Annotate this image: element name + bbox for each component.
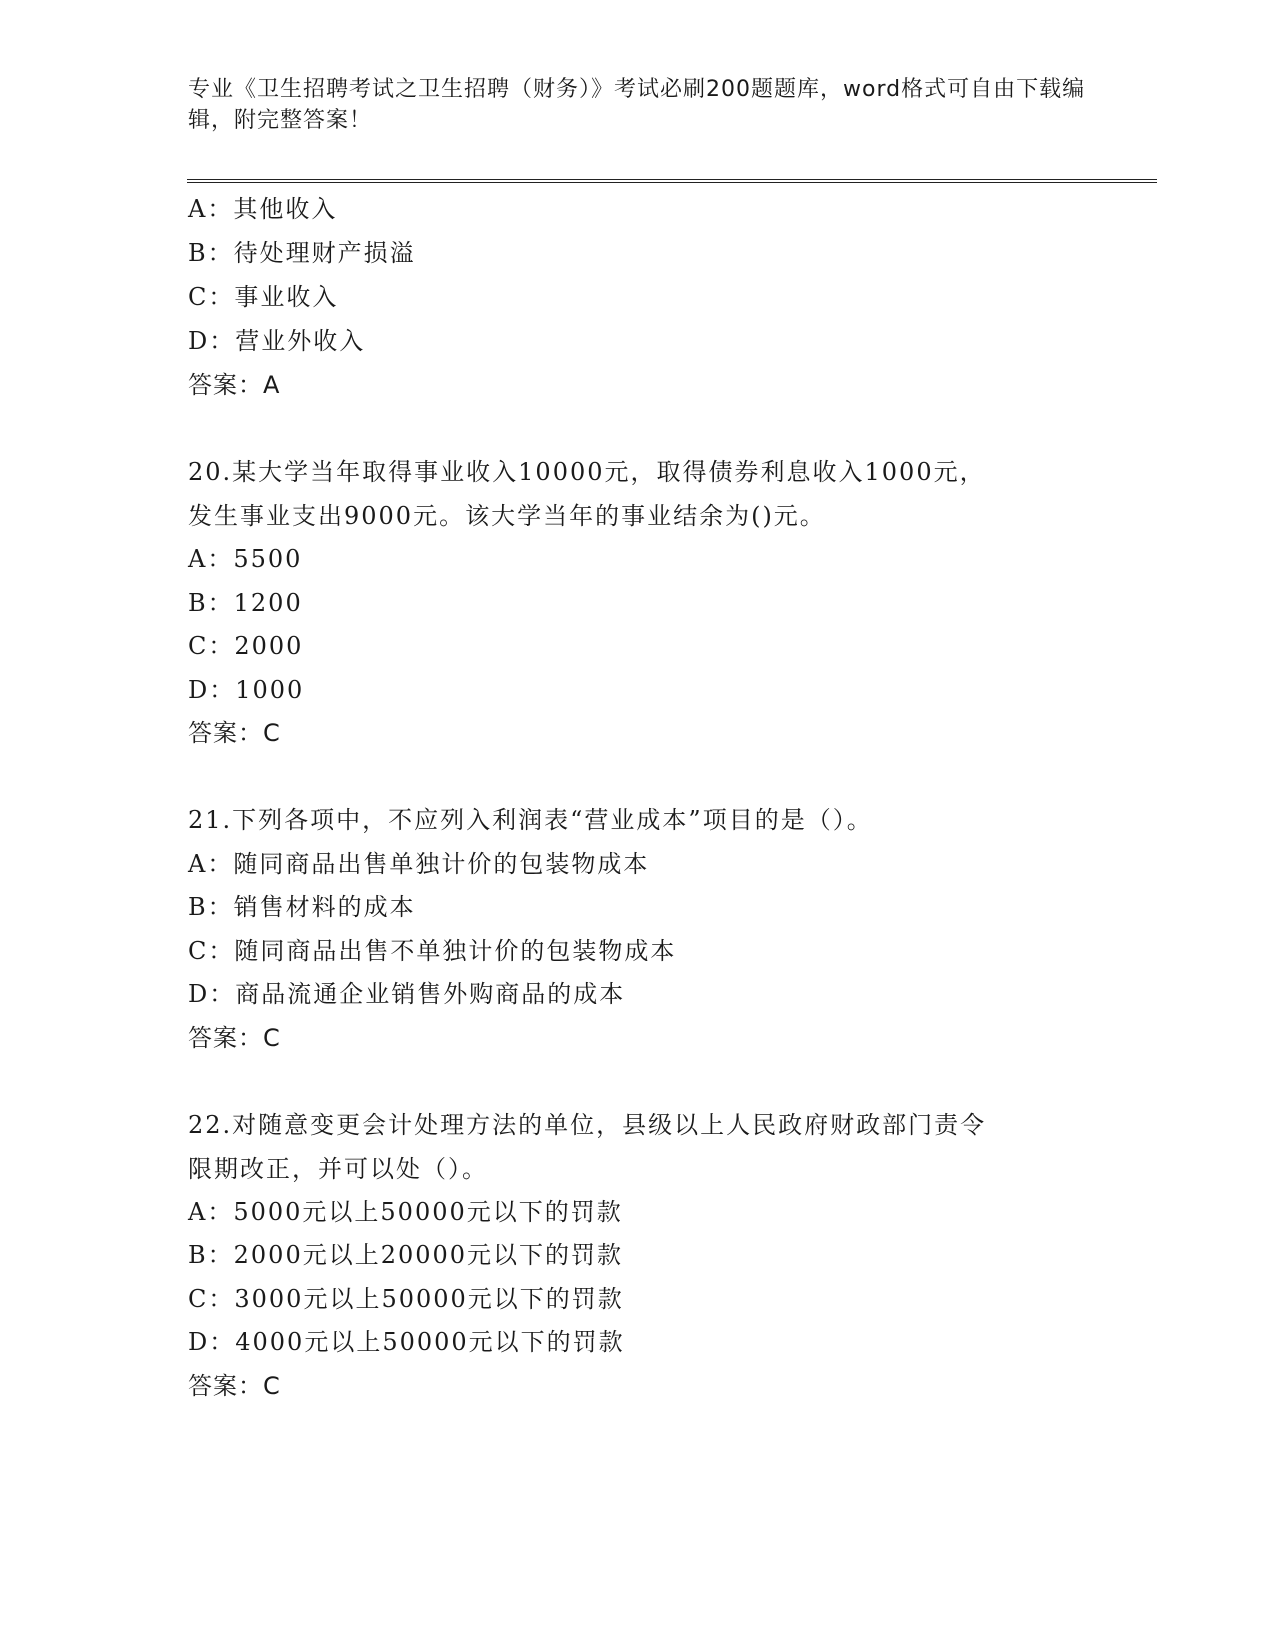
- answer-line: 答案：C: [188, 719, 281, 747]
- answer-line: 答案：A: [188, 371, 281, 399]
- option-a: A：其他收入: [188, 195, 338, 223]
- option-c: C：随同商品出售不单独计价的包装物成本: [188, 937, 677, 965]
- header-double-rule: [187, 179, 1157, 183]
- question-stem: 22.对随意变更会计处理方法的单位，县级以上人民政府财政部门责令: [188, 1111, 987, 1139]
- option-c: C：事业收入: [188, 283, 339, 311]
- document-header-title: 专业《卫生招聘考试之卫生招聘（财务）》考试必刷200题题库，word格式可自由下载编辑，附完整答案！: [188, 77, 1086, 133]
- option-b: B：2000元以上20000元以下的罚款: [188, 1241, 624, 1269]
- option-b: B：销售材料的成本: [188, 893, 416, 921]
- option-c: C：3000元以上50000元以下的罚款: [188, 1285, 624, 1313]
- option-a: A：随同商品出售单独计价的包装物成本: [188, 850, 650, 878]
- answer-line: 答案：C: [188, 1024, 281, 1052]
- option-d: D：1000: [188, 676, 305, 704]
- question-stem: 20.某大学当年取得事业收入10000元，取得债券利息收入1000元，: [188, 458, 986, 486]
- option-d: D：营业外收入: [188, 327, 366, 355]
- answer-line: 答案：C: [188, 1372, 281, 1400]
- question-stem: 21.下列各项中，不应列入利润表“营业成本”项目的是（）。: [188, 806, 873, 834]
- option-a: A：5500: [188, 545, 303, 573]
- option-b: B：待处理财产损溢: [188, 239, 416, 267]
- option-d: D：4000元以上50000元以下的罚款: [188, 1328, 625, 1356]
- question-stem-continued: 限期改正，并可以处（）。: [188, 1155, 488, 1183]
- option-a: A：5000元以上50000元以下的罚款: [188, 1198, 623, 1226]
- question-stem-continued: 发生事业支出9000元。该大学当年的事业结余为()元。: [188, 502, 826, 530]
- option-d: D：商品流通企业销售外购商品的成本: [188, 980, 626, 1008]
- option-b: B：1200: [188, 589, 303, 617]
- option-c: C：2000: [188, 632, 304, 660]
